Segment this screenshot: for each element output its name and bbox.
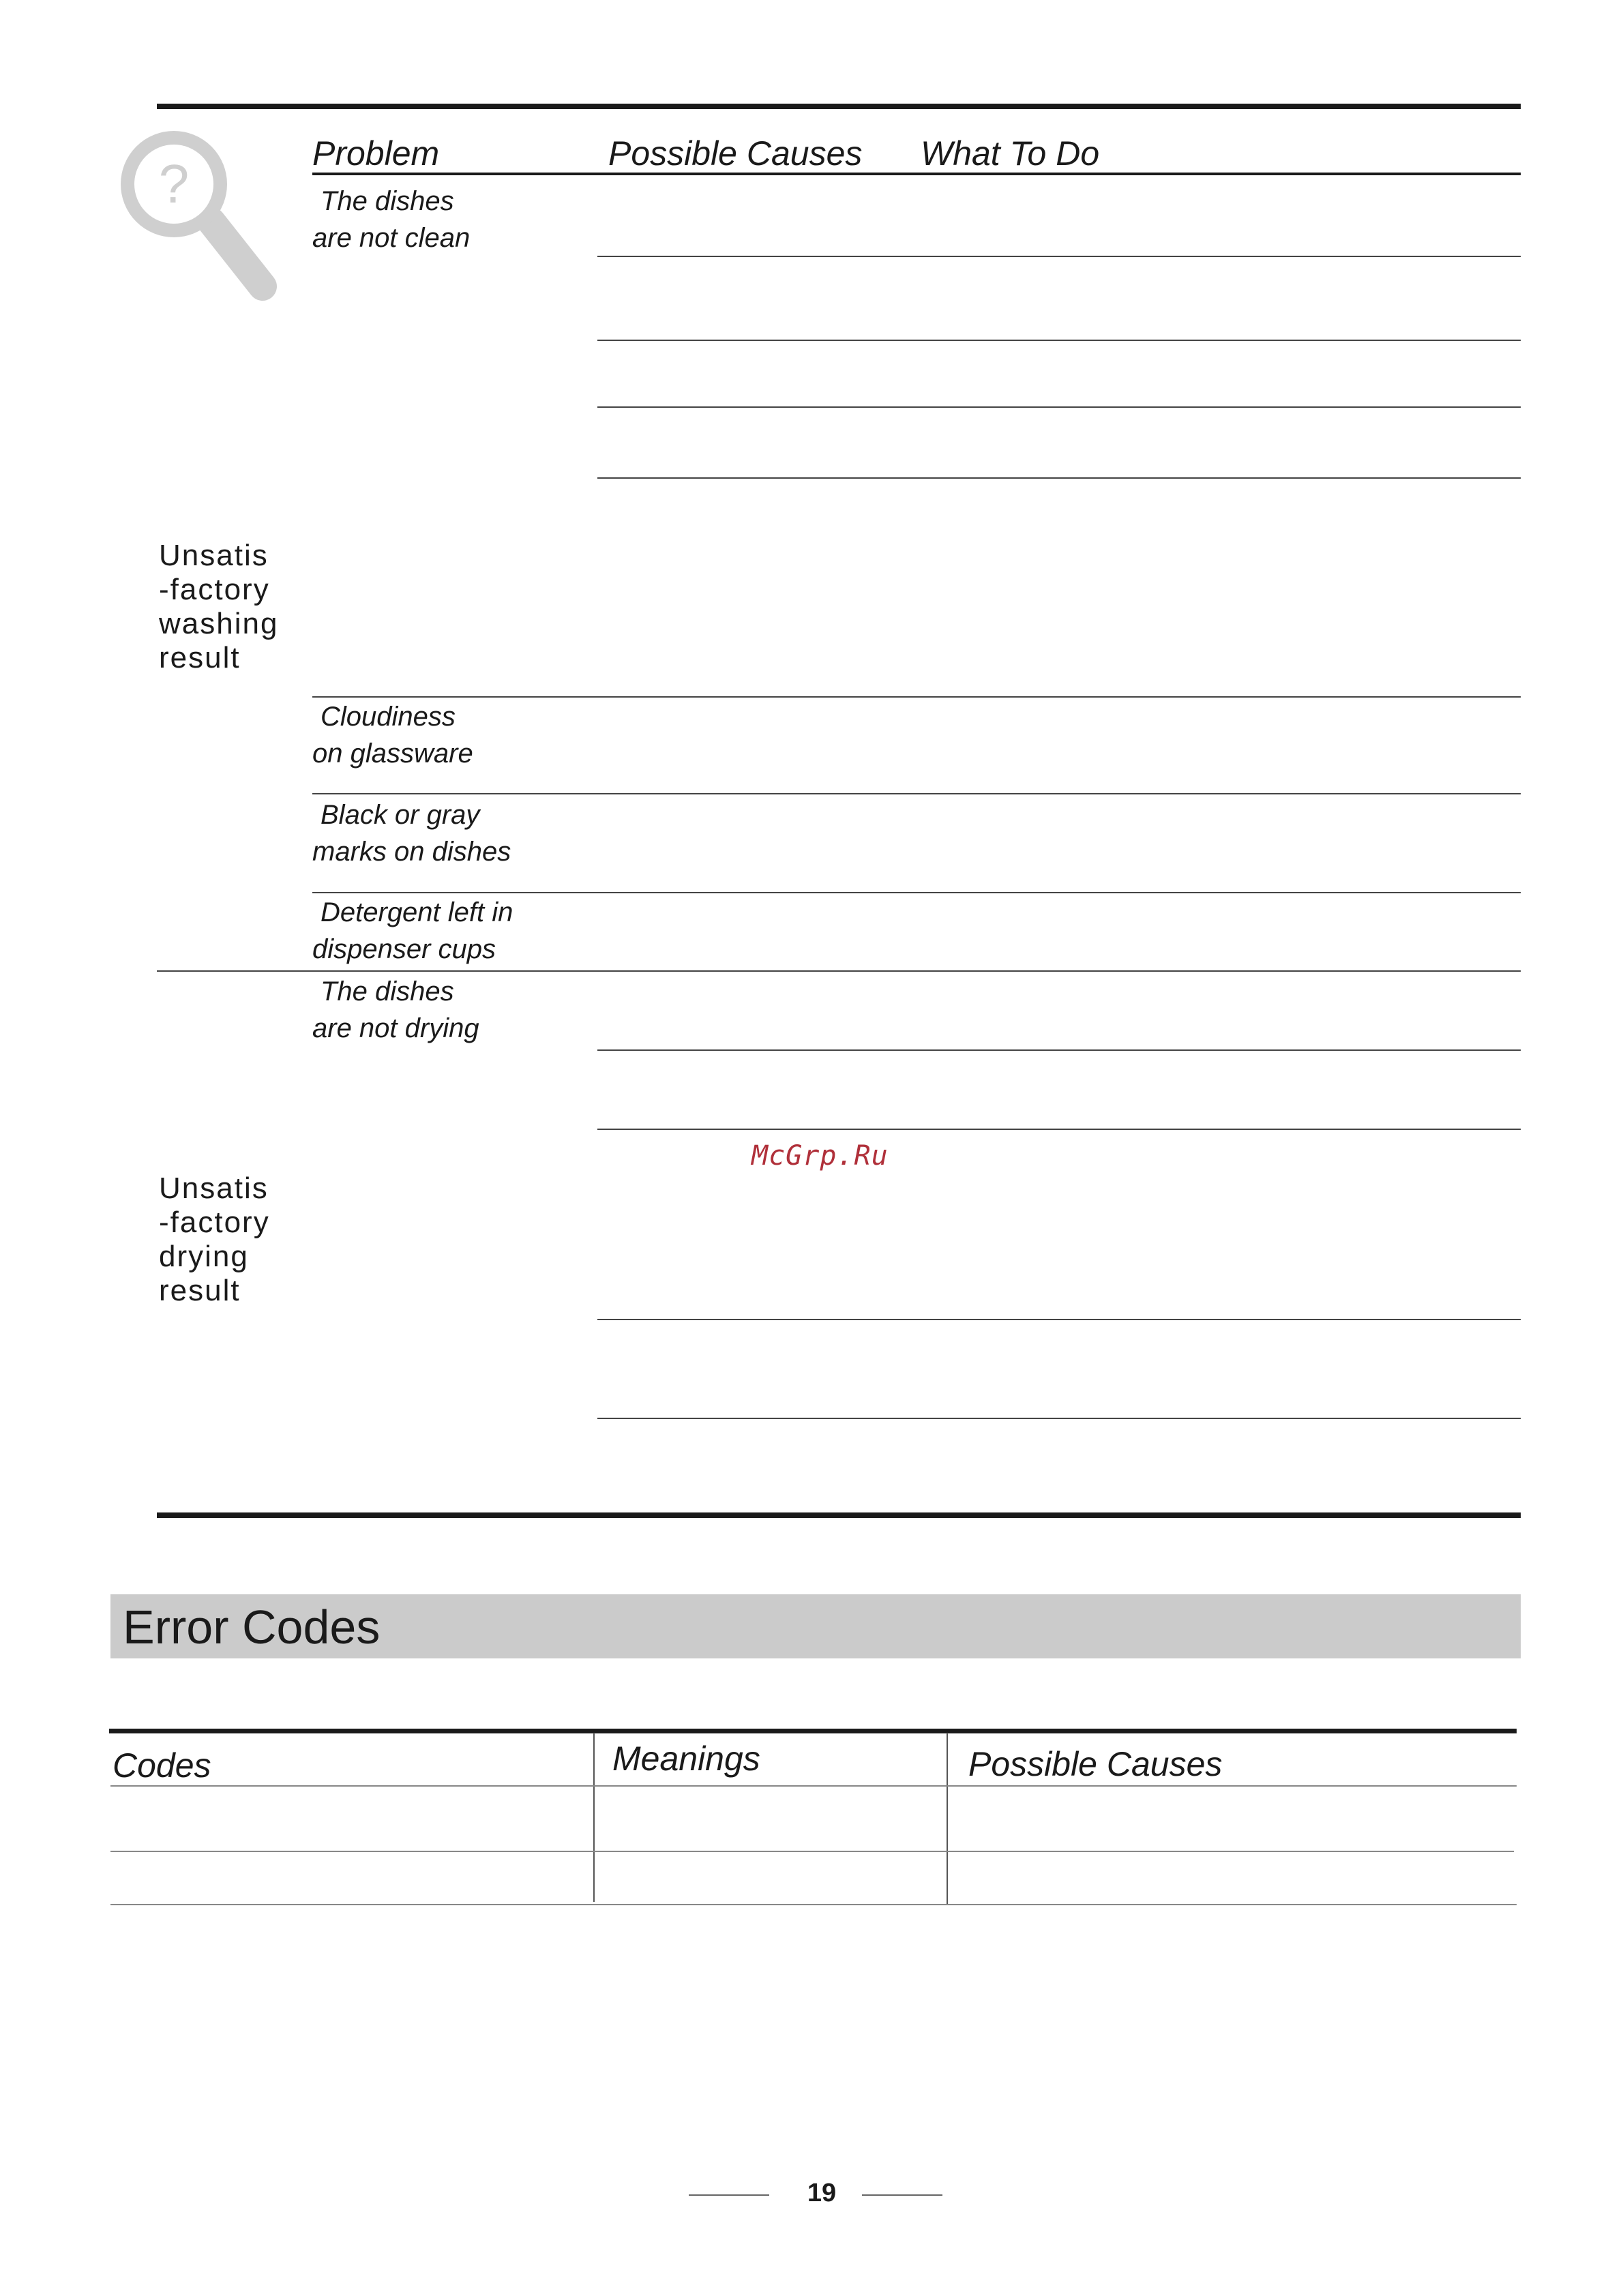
- category-line: -factory: [159, 573, 270, 606]
- row-divider: [597, 1418, 1521, 1419]
- header-possible-causes: Possible Causes: [608, 134, 863, 173]
- problem-line-1: Cloudiness: [321, 702, 456, 732]
- problem-line-1: Detergent left in: [321, 897, 513, 927]
- row-divider: [312, 696, 1521, 698]
- row-divider: [597, 406, 1521, 408]
- problem-detergent-left: [312, 894, 513, 968]
- watermark-text: McGrp.Ru: [751, 1140, 889, 1172]
- problem-line-2: on glassware: [312, 739, 473, 769]
- error-codes-title: Error Codes: [123, 1600, 381, 1654]
- error-table-row-line: [110, 1904, 1517, 1905]
- category-line: -factory: [159, 1206, 270, 1239]
- row-divider: [312, 793, 1521, 794]
- section-divider: [157, 970, 1521, 972]
- row-divider: [597, 340, 1521, 341]
- error-header-possible-causes: Possible Causes: [968, 1745, 1223, 1783]
- row-divider: [597, 1049, 1521, 1051]
- magnifier-question-icon: [116, 126, 286, 303]
- table-bottom-rule: [157, 1512, 1521, 1518]
- page-number-right-line: [862, 2194, 942, 2196]
- problem-line-2: are not clean: [312, 223, 471, 253]
- problem-line-1: The dishes: [321, 976, 454, 1007]
- error-table-row-line: [110, 1785, 1517, 1787]
- row-divider: [597, 1319, 1521, 1320]
- category-drying-result: [159, 1172, 270, 1308]
- problem-line-1: The dishes: [321, 186, 454, 216]
- category-washing-result: [159, 539, 278, 675]
- problem-line-2: marks on dishes: [312, 837, 511, 867]
- category-line: washing: [159, 607, 279, 640]
- row-divider: [597, 1129, 1521, 1130]
- error-table-row-line: [110, 1851, 1514, 1852]
- problem-cloudiness-glassware: [312, 698, 473, 772]
- table-top-rule: [157, 104, 1521, 109]
- header-what-to-do: What To Do: [921, 134, 1100, 173]
- problem-line-1: Black or gray: [321, 800, 480, 830]
- error-col-divider-2: [947, 1733, 948, 1905]
- category-line: drying: [159, 1240, 249, 1273]
- category-line: Unsatis: [159, 539, 269, 572]
- category-line: result: [159, 1274, 241, 1307]
- row-divider: [312, 892, 1521, 893]
- row-divider: [597, 256, 1521, 257]
- error-col-divider-1: [593, 1733, 595, 1902]
- error-header-codes: Codes: [113, 1746, 211, 1785]
- svg-text:?: ?: [158, 153, 190, 214]
- problem-dishes-not-drying: [312, 973, 479, 1047]
- category-line: Unsatis: [159, 1172, 269, 1205]
- problem-dishes-not-clean: [312, 183, 470, 256]
- problem-black-gray-marks: [312, 796, 511, 870]
- page-number-left-line: [689, 2194, 769, 2196]
- problem-line-2: dispenser cups: [312, 934, 496, 964]
- problem-line-2: are not drying: [312, 1013, 479, 1043]
- header-underline: [312, 173, 1521, 175]
- error-header-meanings: Meanings: [612, 1740, 760, 1778]
- category-line: result: [159, 641, 241, 674]
- error-table-top-rule: [109, 1729, 1517, 1733]
- row-divider: [597, 477, 1521, 479]
- page-number: 19: [807, 2179, 837, 2207]
- header-problem: Problem: [312, 134, 440, 173]
